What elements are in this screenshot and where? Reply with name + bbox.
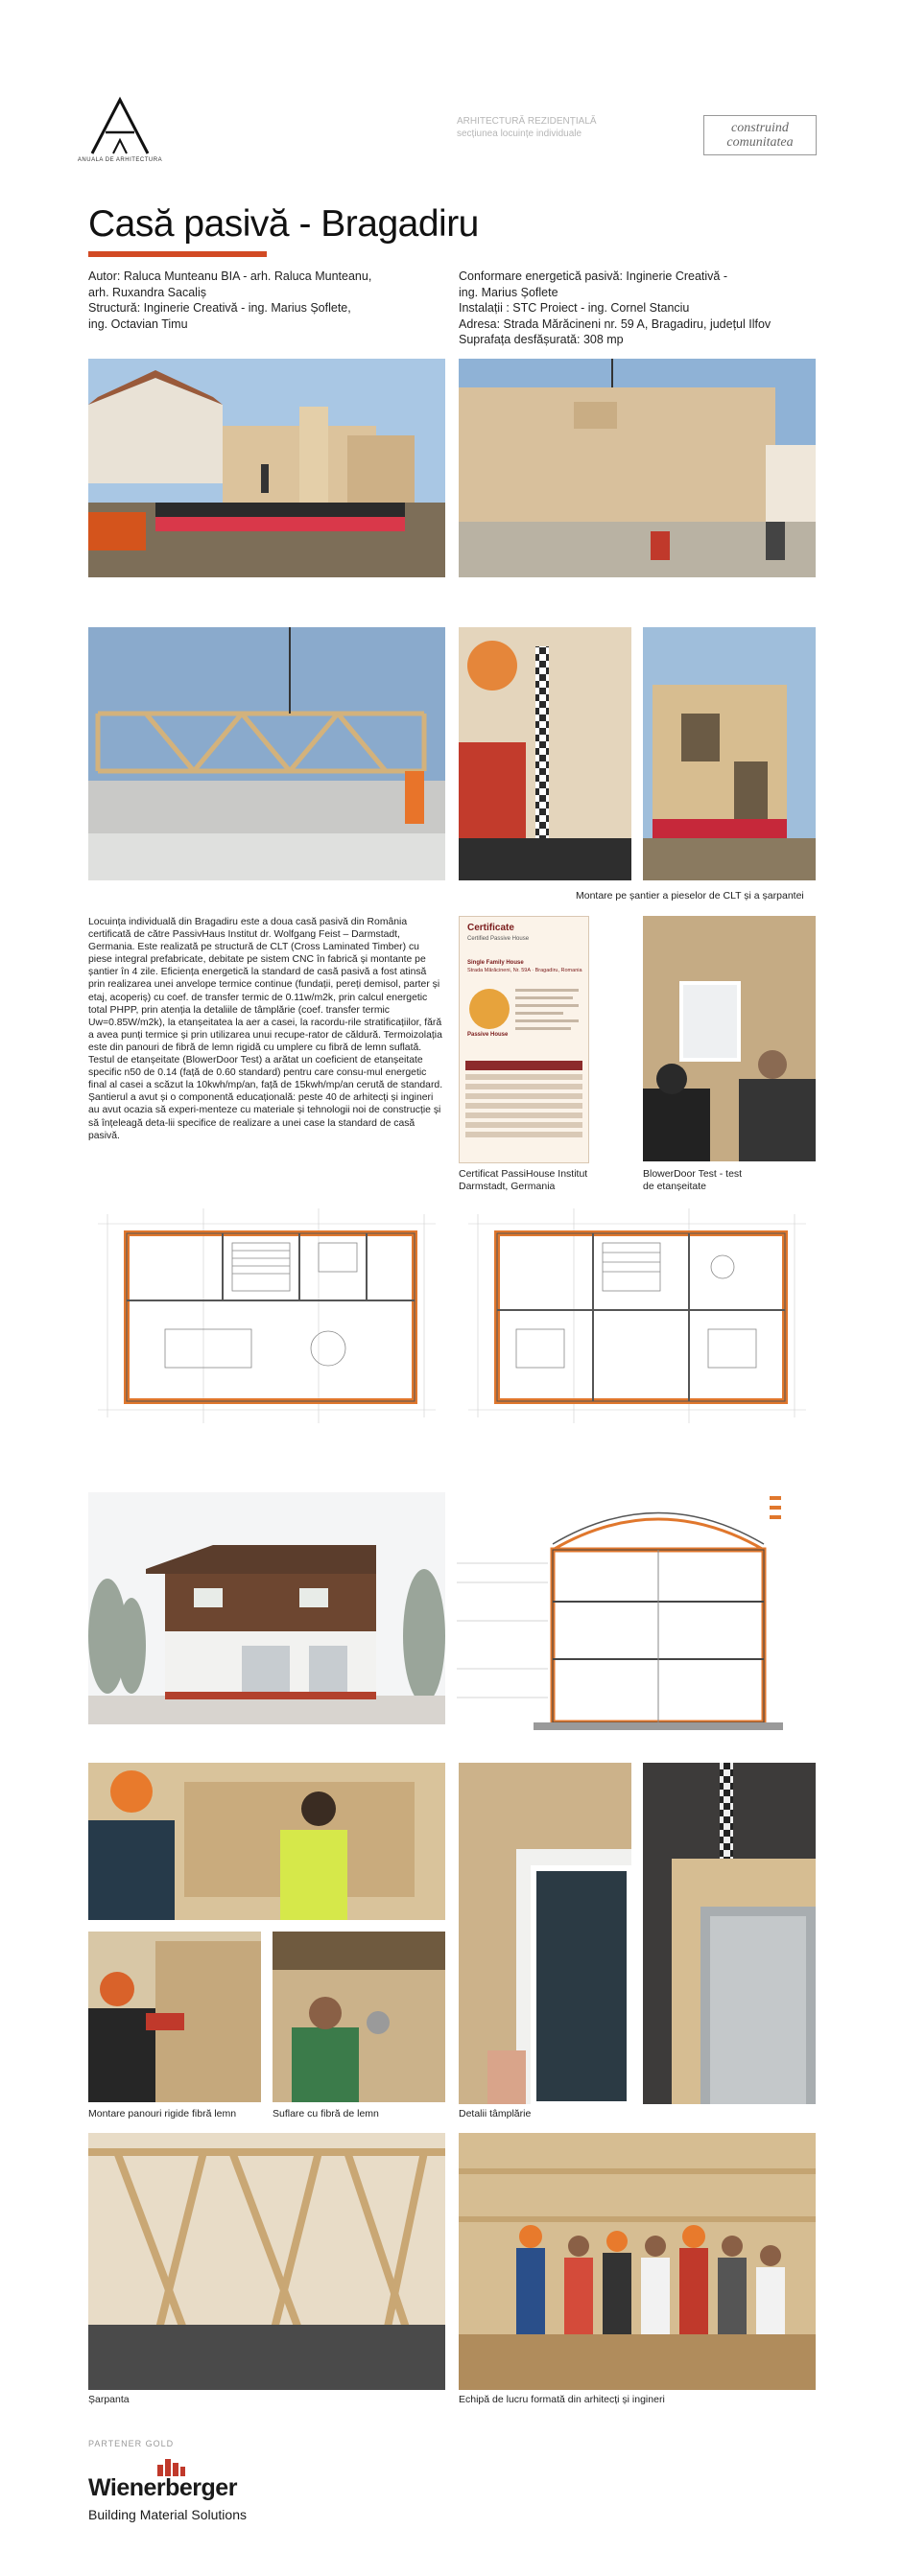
caption-line: Certificat PassiHouse Institut (459, 1168, 588, 1180)
caption-certificate (459, 1168, 587, 1193)
credit-line: Suprafața desfășurată: 308 mp (459, 333, 624, 346)
logo-caption: ANUALA DE ARHITECTURA (77, 157, 163, 163)
door-frame-detail-photo (643, 1763, 816, 2104)
window-detail-photo (459, 1763, 631, 2104)
caption-line: BlowerDoor Test - test (643, 1168, 743, 1180)
credit-line: Autor: Raluca Munteanu BIA - arh. Raluca Munteanu, (88, 269, 372, 283)
upper-floor-plan (459, 1205, 816, 1427)
anuala-logo-icon (86, 94, 154, 161)
logo-line-2: comunitatea (726, 135, 794, 150)
credit-line: Structură: Inginerie Creativă - ing. Marius Șoflete, (88, 301, 351, 315)
credit-line: Conformare energetică pasivă: Inginerie Creativă - (459, 269, 727, 283)
certificate-project: Single Family House (467, 960, 524, 966)
team-photo (459, 2133, 816, 2390)
project-description (88, 916, 445, 1142)
ground-floor-plan (88, 1205, 445, 1427)
description-paragraph: Testul de etanșeitate (BlowerDoor Test) a arătat un coeficient de etanșeitate specific n50 de 0.14 (față de 0.60 standard) pentru care consu-mul energetic final al casei a scăzut la 10kwh/mp/an, față de 15kwh/mp/an cerută de standard. Șantierul a avut și o componentă educațională: peste 40 de arhitecți și ingineri au avut ocazia să experi-menteze cu materiale și tehnologii noi de construcție și să înțeleagă deta-lii specifice de realizare a unei case la standard de casă pasivă. (88, 1055, 443, 1141)
fiber-blowing-photo (273, 1932, 445, 2102)
certificate-badge-text: Passive House (467, 1032, 509, 1038)
certificate-subtitle: Certified Passive House (467, 936, 530, 942)
caption-panels: Montare panouri rigide fibră lemn (88, 2108, 237, 2119)
caption-joinery: Detalii tâmplărie (459, 2108, 532, 2119)
certificate-table-header (465, 1061, 582, 1070)
credits-right (459, 269, 823, 348)
title-accent-bar (88, 251, 267, 257)
passivhaus-certificate-image (459, 916, 589, 1163)
wienerberger-flame-icon (155, 2457, 186, 2476)
panel-drilling-photo (88, 1932, 261, 2102)
credit-line: arh. Ruxandra Sacaliș (88, 285, 206, 299)
roof-truss-lift-photo (88, 627, 445, 880)
sponsor-tagline: Building Material Solutions (88, 2507, 247, 2522)
category-line-2: secțiunea locuințe individuale (457, 129, 582, 139)
category-label (457, 115, 597, 140)
worker-marking-panel-photo (459, 627, 631, 880)
clt-house-structure-photo (643, 627, 816, 880)
sponsor-name: Wienerberger (88, 2474, 237, 2501)
blowerdoor-test-photo (643, 916, 816, 1161)
caption-roof: Șarpanta (88, 2394, 130, 2405)
logo-line-1: construind (731, 121, 789, 135)
credit-line: ing. Octavian Timu (88, 316, 188, 331)
construind-comunitatea-logo (703, 115, 817, 155)
sponsor-label: PARTENER GOLD (88, 2439, 175, 2448)
certificate-title: Certificate (467, 923, 514, 933)
credit-line: Instalații : STC Proiect - ing. Cornel Stanciu (459, 301, 690, 315)
panel-installation-photo-wide (88, 1763, 445, 1920)
credit-line: ing. Marius Șoflete (459, 285, 558, 299)
caption-blown-fiber: Suflare cu fibră de lemn (273, 2108, 379, 2119)
certificate-address: Strada Mărăcineni, Nr. 59A · Bragadiru, Romania (467, 968, 582, 973)
caption-team: Echipă de lucru formată din arhitecți și ingineri (459, 2394, 665, 2405)
category-line-1: ARHITECTURĂ REZIDENȚIALĂ (457, 116, 597, 127)
credits-left (88, 269, 443, 332)
certificate-text-lines (515, 989, 582, 1046)
building-section-drawing (447, 1477, 821, 1738)
caption-clt-montage: Montare pe șantier a pieselor de CLT și a șarpantei (576, 890, 804, 902)
caption-blowerdoor (643, 1168, 742, 1193)
house-render-image (88, 1492, 445, 1724)
roof-structure-photo (88, 2133, 445, 2390)
page-title: Casă pasivă - Bragadiru (88, 203, 479, 245)
certificate-table (465, 1074, 582, 1151)
passive-house-seal-icon (469, 989, 510, 1029)
construction-photo-crane-walls (88, 359, 445, 577)
caption-line: de etanșeitate (643, 1181, 706, 1192)
credit-line: Adresa: Strada Mărăcineni nr. 59 A, Bragadiru, județul Ilfov (459, 316, 771, 331)
description-paragraph: Locuința individuală din Bragadiru este a doua casă pasivă din România certificată de către PassivHaus Institut dr. Wolfgang Feist – Darmstadt, Germania. Este realizată pe structură de CLT (Cross Laminated Timber) cu piese integral prefabricate, debitate pe sistem CNC în fabrică și montante pe șantier în 4 zile. Eficiența energetică la standard de casă pasivă a fost atinsă prin realizarea unei anvelope termice continue (fundații, pereți demisol, parter și etaj, acoperiș) cu coef. de transfer termic de 0.11w/m2k, prin calcul energetic total PHPP, prin atenția la detaliile de tâmplărie (coef. transfer termic Uw=0.85W/m2k), la etanșeitatea la aer a casei, la racordu-rile stratificațiilor, fără a avea punți termice și prin utilizarea unui recupe-rator de căldură. Termoizolația este din panouri de fibră de lemn rigidă cu umplere cu fibră de lemn suflată. (88, 917, 442, 1053)
construction-photo-clt-panel-lift (459, 359, 816, 577)
caption-line: Darmstadt, Germania (459, 1181, 556, 1192)
